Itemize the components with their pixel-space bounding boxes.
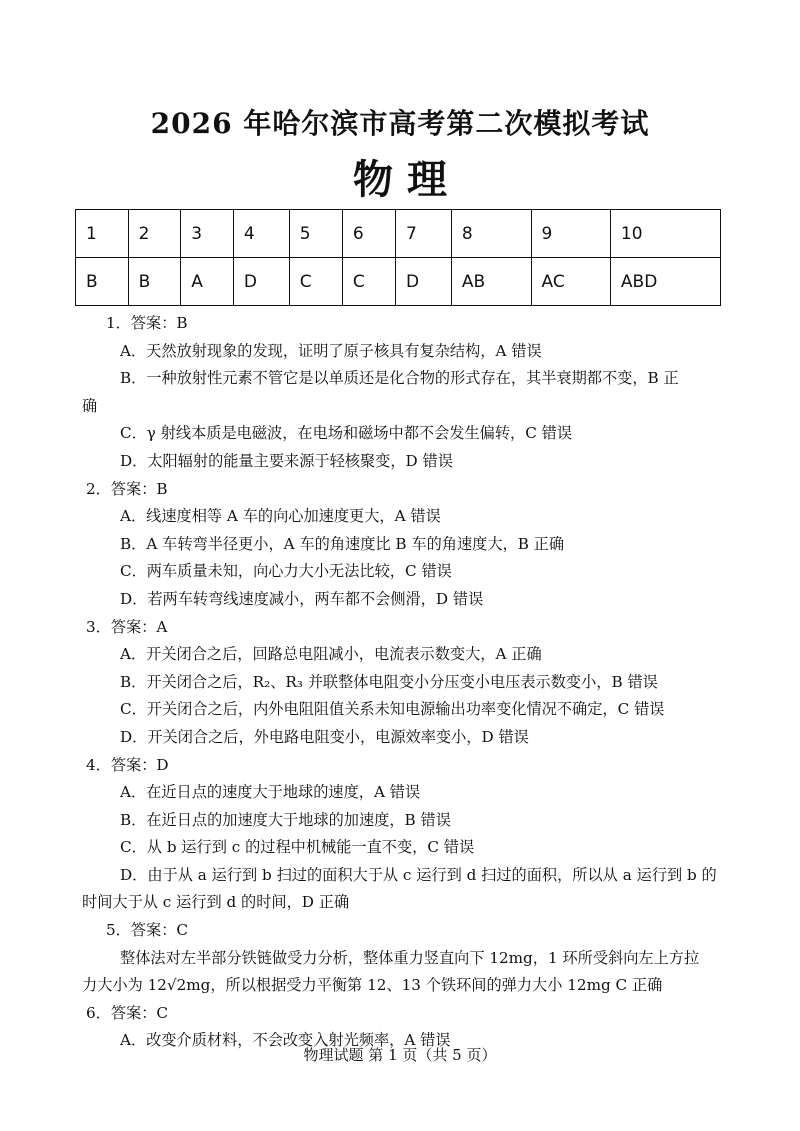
text-line: A．线速度相等 A 车的向心加速度更大，A 错误	[120, 507, 441, 526]
answer-explanations	[82, 310, 726, 1055]
text-line: A．在近日点的速度大于地球的速度，A 错误	[120, 783, 421, 802]
text-line: 5．答案：C	[106, 921, 189, 940]
question-number-cell: 10	[610, 210, 720, 258]
text-line: D．若两车转弯线速度减小，两车都不会侧滑，D 错误	[120, 589, 484, 608]
page-title: 2026 年哈尔滨市高考第二次模拟考试	[150, 107, 650, 140]
question-number-row	[76, 210, 721, 258]
answer-cell: C	[289, 258, 342, 306]
text-line: 4．答案：D	[86, 755, 169, 774]
text-line: C．γ 射线本质是电磁波，在电场和磁场中都不会发生偏转，C 错误	[120, 424, 573, 443]
question-number-cell: 4	[233, 210, 289, 258]
text-line: B．一种放射性元素不管它是以单质还是化合物的形式存在，其半衰期都不变，B 正	[120, 369, 679, 388]
text-line: C．从 b 运行到 c 的过程中机械能一直不变，C 错误	[120, 838, 475, 857]
question-number-cell: 8	[451, 210, 531, 258]
answer-cell: A	[181, 258, 234, 306]
question-number-cell: 7	[395, 210, 451, 258]
text-line: 6．答案：C	[86, 1003, 169, 1022]
answer-cell: B	[76, 258, 129, 306]
text-line: 2．答案：B	[86, 479, 168, 498]
text-line: 时间大于从 c 运行到 d 的时间，D 正确	[82, 893, 350, 912]
answer-cell: C	[342, 258, 395, 306]
answer-cell: B	[128, 258, 181, 306]
text-line: B．在近日点的加速度大于地球的加速度，B 错误	[120, 810, 451, 829]
text-line: 确	[82, 396, 98, 415]
page-footer: 物理试题 第 1 页（共 5 页）	[303, 1046, 497, 1064]
text-line: D．太阳辐射的能量主要来源于轻核聚变，D 错误	[120, 451, 453, 470]
text-line: D．开关闭合之后，外电路电阻变小，电源效率变小，D 错误	[120, 727, 529, 746]
text-line: 力大小为 12√2mg，所以根据受力平衡第 12、13 个铁环间的弹力大小 12mg C 正确	[82, 976, 663, 995]
text-line: A．开关闭合之后，回路总电阻减小，电流表示数变大，A 正确	[120, 645, 542, 664]
question-number-cell: 1	[76, 210, 129, 258]
text-line: 整体法对左半部分铁链做受力分析，整体重力竖直向下 12mg，1 环所受斜向左上方拉	[120, 948, 700, 967]
text-line: A．天然放射现象的发现，证明了原子核具有复杂结构，A 错误	[120, 341, 542, 360]
answer-cell: D	[233, 258, 289, 306]
question-number-cell: 2	[128, 210, 181, 258]
text-line: 1．答案：B	[106, 314, 188, 332]
answer-cell: AB	[451, 258, 531, 306]
text-line: 3．答案：A	[86, 617, 168, 636]
text-line: B．开关闭合之后，R₂、R₃ 并联整体电阻变小分压变小电压表示数变小，B 错误	[120, 672, 658, 691]
text-line: B．A 车转弯半径更小，A 车的角速度比 B 车的角速度大，B 正确	[120, 534, 565, 553]
text-line: A．改变介质材料，不会改变入射光频率，A 错误	[120, 1031, 451, 1050]
subject-heading: 物 理	[353, 156, 447, 203]
answer-cell: ABD	[610, 258, 720, 306]
question-number-cell: 6	[342, 210, 395, 258]
answer-cell: D	[395, 258, 451, 306]
question-number-cell: 9	[531, 210, 610, 258]
answer-cell: AC	[531, 258, 610, 306]
question-number-cell: 5	[289, 210, 342, 258]
text-line: D．由于从 a 运行到 b 扫过的面积大于从 c 运行到 d 扫过的面积，所以从 a 运行到 b 的	[120, 865, 717, 884]
answer-row	[76, 258, 721, 306]
answer-table	[75, 209, 721, 306]
question-number-cell: 3	[181, 210, 234, 258]
text-line: C．两车质量未知，向心力大小无法比较，C 错误	[120, 562, 452, 581]
text-line: C．开关闭合之后，内外电阻阻值关系未知电源输出功率变化情况不确定，C 错误	[120, 700, 665, 719]
